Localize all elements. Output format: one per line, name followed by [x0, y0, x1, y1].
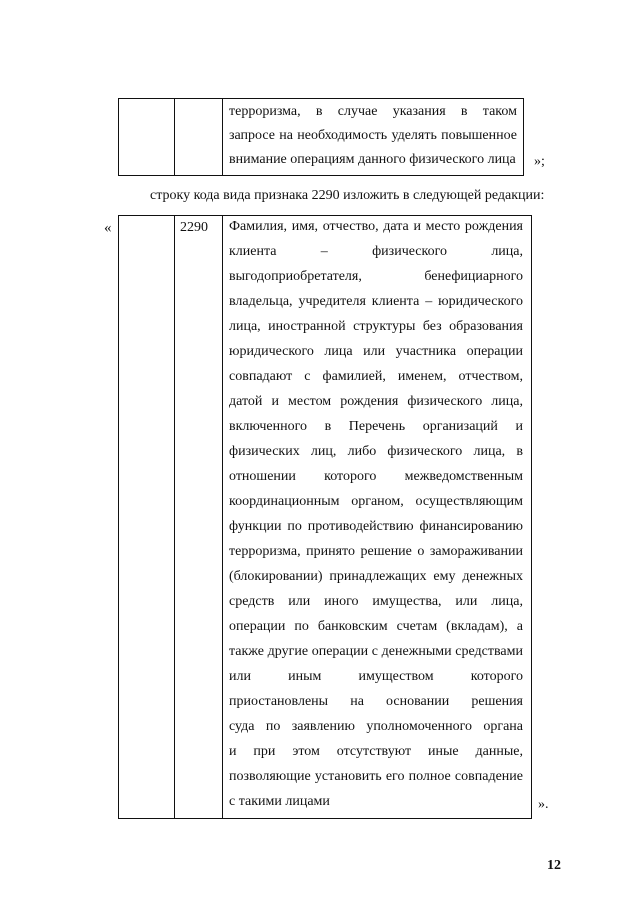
text-line: физических лиц, либо физического лица, в: [229, 444, 523, 459]
column-divider: [174, 216, 175, 818]
table-continuation: [118, 98, 524, 176]
column-divider: [222, 99, 223, 175]
text-line: операции по банковским счетам (вкладам), а: [229, 619, 523, 634]
text-line: Фамилия, имя, отчество, дата и место рождения: [229, 219, 523, 234]
page-number: 12: [547, 858, 561, 873]
instruction-text: строку кода вида признака 2290 изложить в следующей редакции:: [150, 188, 545, 203]
text-line: владельца, учредителя клиента – юридического: [229, 294, 523, 309]
text-line: внимание операциям данного физического лица: [229, 152, 516, 167]
text-line: клиента – физического лица,: [229, 244, 523, 259]
text-line: приостановлены на основании решения: [229, 694, 523, 709]
text-line: включенного в Перечень организаций и: [229, 419, 523, 434]
opening-quote: «: [104, 220, 112, 236]
text-line: запросе на необходимость уделять повышенное: [229, 128, 517, 143]
code-cell: 2290: [180, 220, 208, 235]
table-continuation-text: [229, 105, 517, 177]
code-description: [229, 220, 523, 820]
text-line: датой и местом рождения физического лица,: [229, 394, 523, 409]
column-divider: [222, 216, 223, 818]
text-line: также другие операции с денежными средствами: [229, 644, 523, 659]
text-line: с такими лицами: [229, 794, 330, 809]
closing-quote-2: ».: [538, 797, 549, 812]
text-line: позволяющие установить его полное совпадение: [229, 769, 523, 784]
text-line: выгодоприобретателя, бенефициарного: [229, 269, 523, 284]
text-line: или иным имуществом которого: [229, 669, 523, 684]
text-line: и при этом отсутствуют иные данные,: [229, 744, 523, 759]
table-code-2290: [118, 215, 532, 819]
text-line: лица, иностранной структуры без образования: [229, 319, 523, 334]
text-line: юридического лица или участника операции: [229, 344, 523, 359]
text-line: (блокировании) принадлежащих ему денежных: [229, 569, 523, 584]
text-line: терроризма, в случае указания в таком: [229, 104, 517, 119]
text-line: средств или иного имущества, или лица,: [229, 594, 523, 609]
closing-quote-1: »;: [534, 154, 545, 169]
text-line: терроризма, принято решение о замораживании: [229, 544, 523, 559]
text-line: координационным органом, осуществляющим: [229, 494, 523, 509]
text-line: совпадают с фамилией, именем, отчеством,: [229, 369, 523, 384]
column-divider: [174, 99, 175, 175]
text-line: функции по противодействию финансированию: [229, 519, 523, 534]
text-line: отношении которого межведомственным: [229, 469, 523, 484]
text-line: суда по заявлению уполномоченного органа: [229, 719, 523, 734]
